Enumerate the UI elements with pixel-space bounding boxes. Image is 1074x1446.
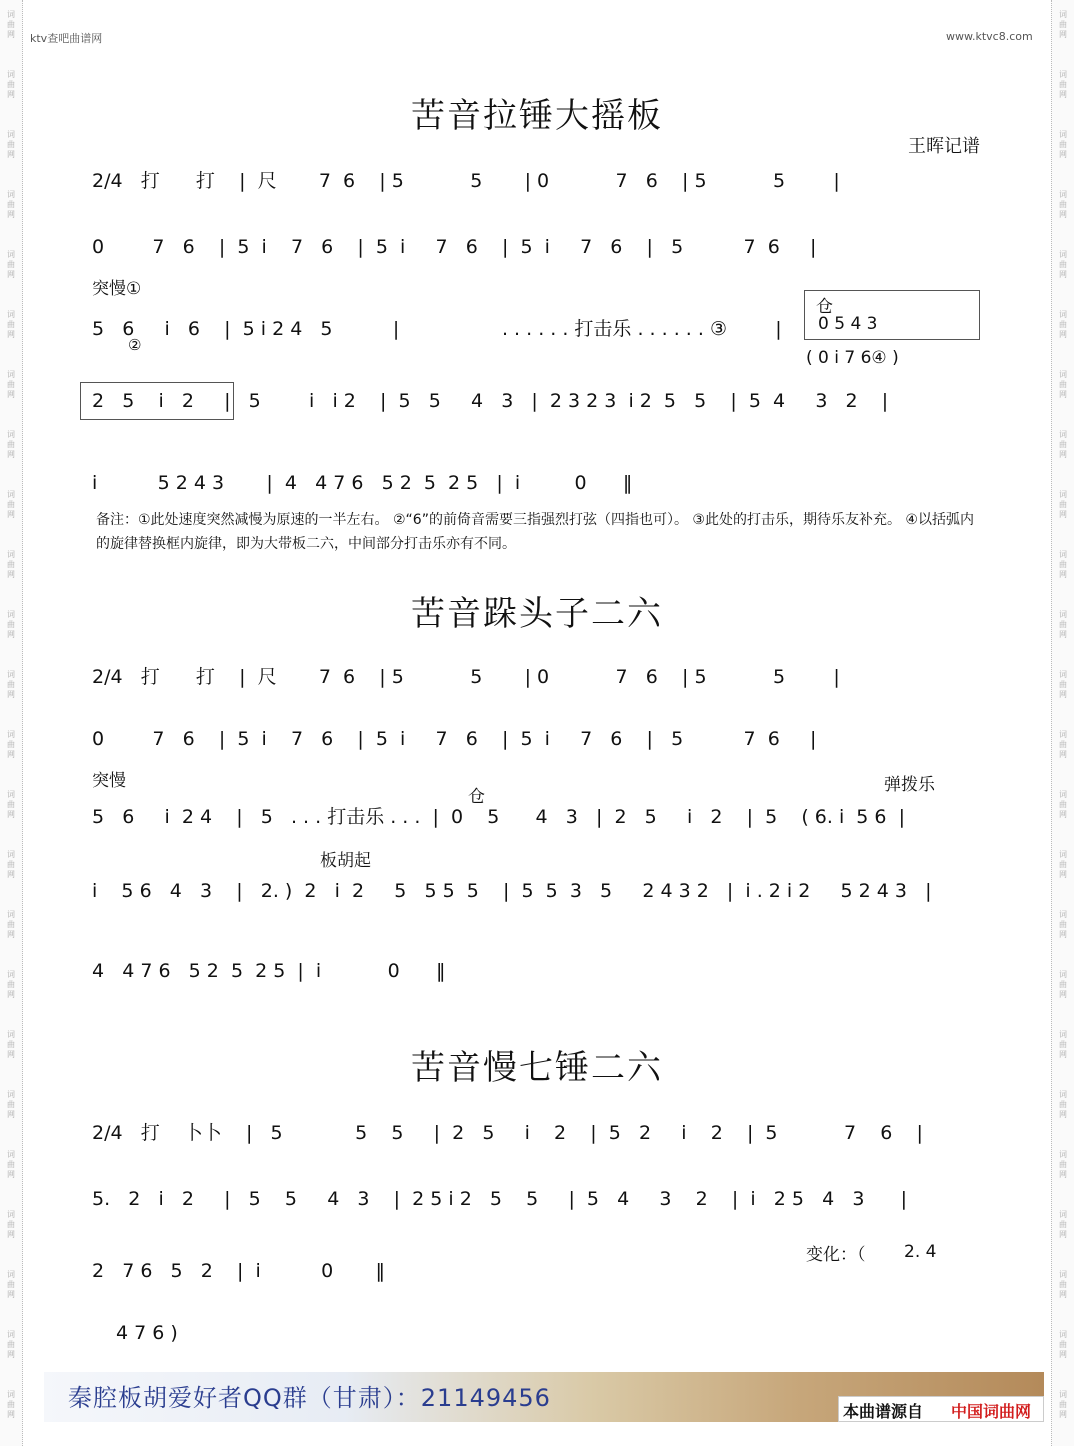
side-watermark: 词 曲 网 — [7, 730, 15, 759]
piece1-box-label: 仓 — [816, 297, 833, 317]
side-watermark: 词 曲 网 — [1059, 610, 1067, 639]
side-watermark: 词 曲 网 — [7, 670, 15, 699]
piece2-line-2: 0 7 6 | 5 i 7 6 | 5 i 7 6 | 5 i 7 6 | 5 7 6 | — [92, 728, 817, 750]
piece2-line-1: 2/4 打 打 | 尺 7 6 | 5 5 | 0 7 6 | 5 5 | — [92, 666, 840, 688]
piece2-cang-mark: 仓 — [468, 787, 485, 807]
side-watermark: 词 曲 网 — [7, 70, 15, 99]
side-watermark: 词 曲 网 — [1059, 730, 1067, 759]
piece2-banhu-entry: 板胡起 — [320, 851, 371, 871]
piece1-grace-note-mark: ② — [128, 336, 142, 354]
piece1-line-1: 2/4 打 打 | 尺 7 6 | 5 5 | 0 7 6 | 5 5 | — [92, 170, 840, 192]
side-watermark: 词 曲 网 — [7, 310, 15, 339]
side-watermark: 词 曲 网 — [1059, 1090, 1067, 1119]
side-watermark: 词 曲 网 — [1059, 1030, 1067, 1059]
piece3-line-3: 2 7 6 5 2 | i 0 ‖ — [92, 1260, 386, 1282]
piece2-line-3: 5 6 i 2 4 | 5 . . . 打击乐 . . . | 0 5 4 3 | 2 5 i 2 | 5 ( 6. i 5 6 | — [92, 806, 905, 828]
side-watermark: 词 曲 网 — [7, 1150, 15, 1179]
side-watermark: 词 曲 网 — [1059, 1270, 1067, 1299]
side-watermark: 词 曲 网 — [1059, 370, 1067, 399]
side-watermark: 词 曲 网 — [7, 790, 15, 819]
side-watermark: 词 曲 网 — [7, 850, 15, 879]
footer-qq-group: 秦腔板胡爱好者QQ群（甘肃）：21149456 — [68, 1384, 551, 1412]
piece2-line-4: i 5 6 4 3 | 2. ) 2 i 2 5 5 5 5 | 5 5 3 5 2 4 3 2 | i . 2 i 2 5 2 4 3 | — [92, 880, 932, 902]
piece3-variation-label: 变化：（ — [806, 1245, 866, 1265]
side-watermark: 词 曲 网 — [1059, 670, 1067, 699]
side-watermark: 词 曲 网 — [7, 610, 15, 639]
piece2-line-5: 4 4 7 6 5 2 5 2 5 | i 0 ‖ — [92, 960, 446, 982]
piece3-variation-notes: 2. 4 — [904, 1242, 937, 1262]
side-watermark: 词 曲 网 — [1059, 70, 1067, 99]
side-watermark: 词 曲 网 — [1059, 850, 1067, 879]
side-watermark: 词 曲 网 — [7, 370, 15, 399]
piece1-tempo-mark: 突慢① — [92, 279, 142, 299]
side-watermark: 词 曲 网 — [7, 10, 15, 39]
side-watermark: 词 曲 网 — [1059, 310, 1067, 339]
side-watermark: 词 曲 网 — [7, 190, 15, 219]
side-watermark: 词 曲 网 — [7, 1210, 15, 1239]
piece3-line-2: 5. 2 i 2 | 5 5 4 3 | 2 5 i 2 5 5 | 5 4 3 2 | i 2 5 4 3 | — [92, 1188, 908, 1210]
piece3-title: 苦音慢七锤二六 — [411, 1048, 663, 1088]
side-watermark: 词 曲 网 — [1059, 490, 1067, 519]
piece1-alternate-phrase: ( 0 i 7 6④ ) — [806, 348, 899, 368]
side-watermark: 词 曲 网 — [1059, 10, 1067, 39]
side-watermark: 词 曲 网 — [7, 1330, 15, 1359]
piece1-line-2: 0 7 6 | 5 i 7 6 | 5 i 7 6 | 5 i 7 6 | 5 7 6 | — [92, 236, 817, 258]
side-watermark: 词 曲 网 — [7, 430, 15, 459]
side-watermark: 词 曲 网 — [7, 910, 15, 939]
piece1-title: 苦音拉锤大摇板 — [411, 96, 663, 136]
side-watermark: 词 曲 网 — [7, 130, 15, 159]
side-watermark: 词 曲 网 — [7, 1270, 15, 1299]
side-watermark: 词 曲 网 — [1059, 1150, 1067, 1179]
piece2-tempo-mark: 突慢 — [92, 771, 126, 791]
piece1-remarks: 备注：①此处速度突然减慢为原速的一半左右。 ②“6”的前倚音需要三指强烈打弦（四指也可）。 ③此处的打击乐，期待乐友补充。 ④以括弧内的旋律替换框内旋律，即为大带板二六，中间部分打击乐亦有不同。 — [96, 512, 974, 552]
side-watermark: 词 曲 网 — [1059, 550, 1067, 579]
piece1-line-4: 2 5 i 2 | 5 i i 2 | 5 5 4 3 | 2 3 2 3 i 2 5 5 | 5 4 3 2 | — [92, 390, 889, 412]
piece1-line-3: 5 6 i 6 | 5 i 2 4 5 | . . . . . . 打击乐 . . . . . . ③ | — [92, 318, 782, 340]
side-watermark: 词 曲 网 — [7, 550, 15, 579]
piece1-box-notes: 0 5 4 3 — [818, 314, 878, 334]
right-margin-strip — [1051, 0, 1074, 1446]
side-watermark: 词 曲 网 — [1059, 1390, 1067, 1419]
piece3-line-4: 4 7 6 ) — [116, 1322, 178, 1344]
piece2-title: 苦音跺头子二六 — [411, 594, 663, 634]
left-margin-strip — [0, 0, 23, 1446]
side-watermark: 词 曲 网 — [7, 970, 15, 999]
side-watermark: 词 曲 网 — [7, 250, 15, 279]
side-watermark: 词 曲 网 — [1059, 1330, 1067, 1359]
side-watermark: 词 曲 网 — [7, 490, 15, 519]
piece3-line-1: 2/4 打 卜卜 | 5 5 5 | 2 5 i 2 | 5 2 i 2 | 5 7 6 | — [92, 1122, 923, 1144]
side-watermark: 词 曲 网 — [1059, 250, 1067, 279]
side-watermark: 词 曲 网 — [1059, 910, 1067, 939]
side-watermark: 词 曲 网 — [1059, 430, 1067, 459]
footer-source-site[interactable]: 中国词曲网 — [951, 1402, 1032, 1421]
header-site-url: www.ktvc8.com — [946, 30, 1033, 43]
piece1-author: 王晖记谱 — [908, 136, 980, 157]
header-site-name: ktv查吧曲谱网 — [30, 32, 103, 45]
footer-source-label: 本曲谱源自 — [843, 1402, 924, 1421]
piece2-plucked-mark: 弹拨乐 — [884, 775, 935, 795]
side-watermark: 词 曲 网 — [7, 1030, 15, 1059]
piece1-line-5: i 5 2 4 3 | 4 4 7 6 5 2 5 2 5 | i 0 ‖ — [92, 472, 633, 494]
side-watermark: 词 曲 网 — [7, 1090, 15, 1119]
footer-source-box — [838, 1396, 1044, 1422]
side-watermark: 词 曲 网 — [1059, 130, 1067, 159]
side-watermark: 词 曲 网 — [7, 1390, 15, 1419]
side-watermark: 词 曲 网 — [1059, 790, 1067, 819]
side-watermark: 词 曲 网 — [1059, 1210, 1067, 1239]
side-watermark: 词 曲 网 — [1059, 190, 1067, 219]
side-watermark: 词 曲 网 — [1059, 970, 1067, 999]
